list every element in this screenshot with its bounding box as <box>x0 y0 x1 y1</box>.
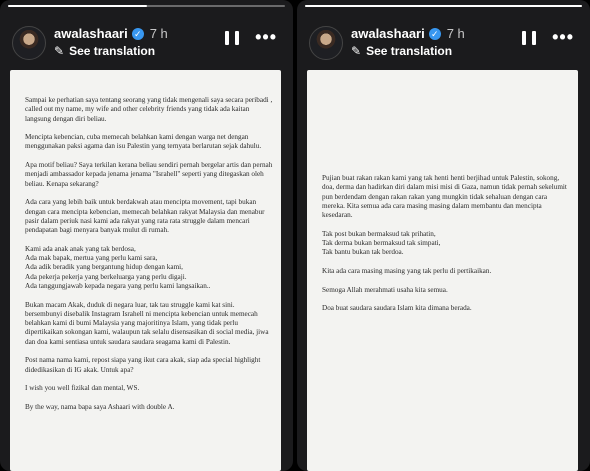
story-panel-left[interactable] <box>0 0 293 471</box>
story-header <box>307 18 580 66</box>
story-progress-bar <box>305 5 582 7</box>
avatar[interactable] <box>12 26 46 60</box>
paragraph: Ada cara yang lebih baik untuk berdakwah atau mencipta movement, tapi bukan dengan cara mencipta kebencian, memecah belahkan rakyat Malaysia dan menabur pasir dalam periuk nasi kami ada rakyat yang rata rata struggle dalam mencari pendapatan bagi menyara banyak mulut di rumah. <box>25 198 265 235</box>
story-image <box>307 70 578 471</box>
verified-badge-icon: ✓ <box>429 28 441 40</box>
see-translation-button[interactable] <box>54 44 155 58</box>
paragraph: Pujian buat rakan rakan kami yang tak henti henti berjihad untuk Palestin, sokong, doa, derma dan hadirkan diri dalam misi misi di Gaza, namun tidak pernah sekelumit pun berdendam dengan rakan rakan yang mungkin tidak sehaluan dengan cara mereka. Kita semua ada cara masing masing dalam membantu dan mencipta kesedaran. <box>322 174 567 220</box>
paragraph: Mencipta kebencian, cuba memecah belahkan kami dengan warga net dengan menggunakan paksi agama dan isu Palestin yang ternyata berlarutan sejak dahulu. <box>25 133 262 151</box>
verified-badge-icon: ✓ <box>132 28 144 40</box>
paragraph: By the way, nama bapa saya Ashaari with double A. <box>25 402 175 411</box>
story-header <box>10 18 283 66</box>
story-text <box>25 96 273 421</box>
story-progress-fill <box>8 5 147 7</box>
post-time: 7 h <box>149 26 168 41</box>
story-text <box>322 174 570 323</box>
see-translation-label: See translation <box>69 44 156 58</box>
paragraph: Apa motif beliau? Saya terkilan kerana beliau sendiri pernah bergelar artis dan pernah menjadi ambassador kepada jenama jenama "Israhell" seperti yang ditegaskan oleh beliau. Kenapa sekarang? <box>25 161 273 188</box>
post-time: 7 h <box>446 26 465 41</box>
see-translation-button[interactable] <box>351 44 452 58</box>
story-progress-fill <box>305 5 582 7</box>
story-progress-bar <box>8 5 285 7</box>
paragraph: Bukan macam Akak, duduk di negara luar, tak tau struggle kami kat sini. bersembunyi disebalik Instagram Israhell ni mencipta kebencian untuk memecah belahkan kami di bumi Malaysia yang majoritinya Islam, yang tidak perlu dipertikaikan sokongan kami, walaupun tak selalu disensasikan di social media, jiwa dan doa kami sentiasa untuk saudara saudara seagama kami di Palestin. <box>25 300 269 346</box>
paragraph: Post nama nama kami, repost siapa yang ikut cara akak, siap ada special highlight didedikasikan di IG akak. Untuk apa? <box>25 356 261 374</box>
paragraph: Kita ada cara masing masing yang tak perlu di pertikaikan. <box>322 266 492 275</box>
paragraph: Sampai ke perhatian saya tentang seorang yang tidak mengenali saya secara peribadi , called out my name, my wife and other celebrity friends yang tidak ada kaitan langsung dengan diri beliau. <box>25 96 273 123</box>
more-horizontal-icon[interactable]: ••• <box>255 27 277 47</box>
pause-icon[interactable] <box>225 31 239 47</box>
more-horizontal-icon[interactable]: ••• <box>552 27 574 47</box>
username[interactable] <box>351 26 465 41</box>
paragraph: Kami ada anak anak yang tak berdosa, Ada mak bapak, mertua yang perlu kami sara, Ada adik beradik yang bergantung hidup dengan kami, Ada pekerja pekerja yang berkeluarga yang perlu digaji. Ada tanggungjawab kepada negara yang perlu kami langsaikan.. <box>25 244 211 290</box>
username-text[interactable]: awalashaari <box>351 26 425 41</box>
pause-icon[interactable] <box>522 31 536 47</box>
paragraph: I wish you well fizikal dan mental, WS. <box>25 384 140 393</box>
paragraph: Tak post bukan bermaksud tak prihatin, Tak derma bukan bermaksud tak simpati, Tak bantu bukan tak berdoa. <box>322 229 441 257</box>
translate-icon: ✎ <box>351 44 362 58</box>
paragraph: Semoga Allah merahmati usaha kita semua. <box>322 285 448 294</box>
translate-icon: ✎ <box>54 44 65 58</box>
avatar[interactable] <box>309 26 343 60</box>
username[interactable] <box>54 26 168 41</box>
story-image <box>10 70 281 471</box>
story-panel-right[interactable] <box>297 0 590 471</box>
username-text[interactable]: awalashaari <box>54 26 128 41</box>
see-translation-label: See translation <box>366 44 453 58</box>
paragraph: Doa buat saudara saudara Islam kita dimana berada. <box>322 304 472 313</box>
